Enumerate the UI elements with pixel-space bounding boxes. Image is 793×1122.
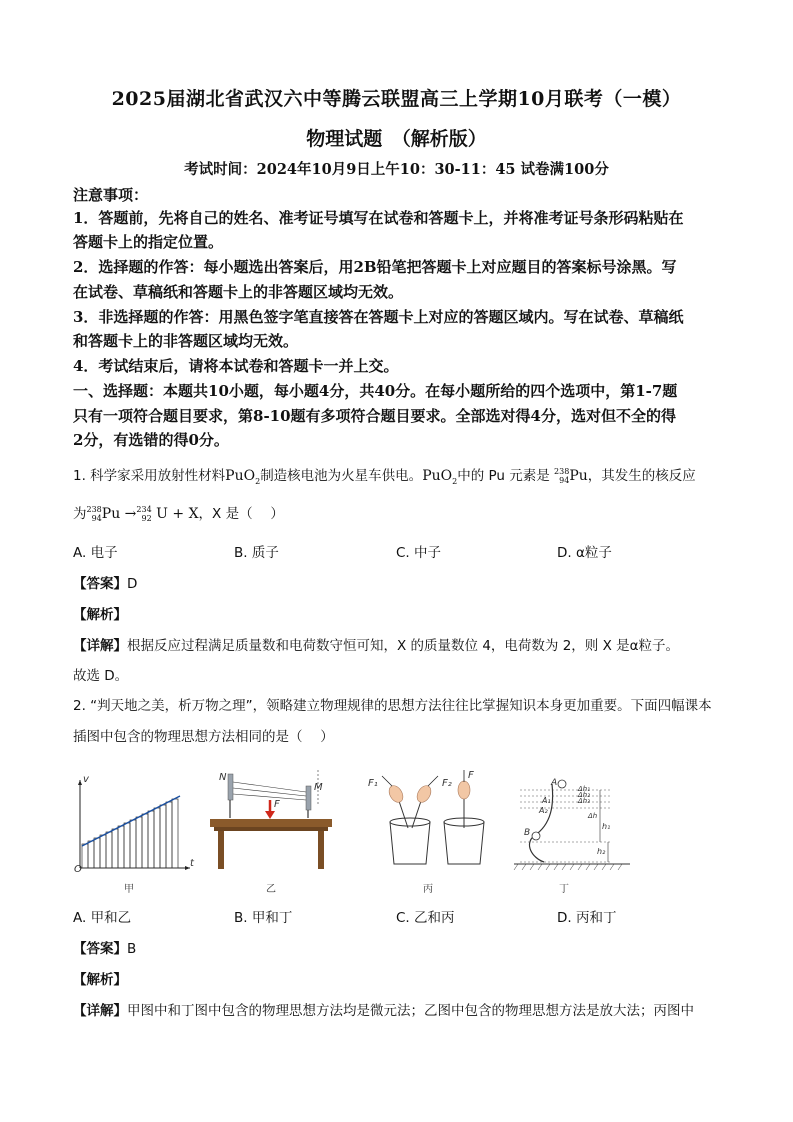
document-subtitle: 物理试题 （解析版）	[306, 128, 487, 150]
question-2-line1: 2. “判天地之美，析万物之理”，领略建立物理规律的思想方法往往比掌握知识本身更加重要。下面四幅课本	[73, 698, 712, 714]
exam-time: 考试时间：2024年10月9日上午10：30-11：45 试卷满100分	[184, 161, 609, 178]
q2-option-d: D. 丙和丁	[557, 910, 617, 926]
fig-ding-a2-label: A₂	[539, 806, 548, 815]
fig-ding-dh-label: Δh	[588, 812, 598, 820]
fig-bing-f-label: F	[468, 770, 474, 781]
fig-yi-caption: 乙	[266, 884, 276, 895]
fig-yi-m-label: M	[314, 782, 323, 793]
fig-bing-f2-label: F₂	[442, 778, 452, 789]
document-title: 2025届湖北省武汉六中等腾云联盟高三上学期10月联考（一模）	[111, 88, 682, 110]
fig-bing-f1-label: F₁	[368, 778, 378, 789]
fig-ding-h1-label: h₁	[602, 822, 611, 831]
q2-answer: 【答案】B	[73, 941, 137, 957]
q1-answer: 【答案】D	[73, 576, 138, 592]
q2-option-a: A. 甲和乙	[73, 910, 132, 926]
note-line: 2．选择题的作答：每小题选出答案后，用2B铅笔把答题卡上对应题目的答案标号涂黑。写	[73, 258, 677, 276]
fig-yi-f-label: F	[274, 799, 280, 810]
section-instructions: 只有一项符合题目要求，第8-10题有多项符合题目要求。全部选对得4分，选对但不全的得	[73, 407, 676, 425]
q1-conclusion: 故选 D。	[73, 668, 129, 684]
q2-analysis-label: 【解析】	[73, 972, 127, 988]
note-line: 和答题卡上的非答题区域均无效。	[73, 332, 299, 350]
note-line: 4．考试结束后，请将本试卷和答题卡一并上交。	[73, 357, 399, 375]
q1-analysis-label: 【解析】	[73, 607, 127, 623]
fig-ding-b-label: B	[524, 828, 531, 838]
fig-jia-origin-label: O	[74, 864, 82, 875]
figure-jia-vt-graph	[72, 776, 192, 876]
q2-detail: 【详解】甲图中和丁图中包含的物理思想方法均是微元法；乙图中包含的物理思想方法是放大法；丙图中	[73, 1003, 694, 1019]
question-1-reaction: 为238 94Pu →234 92 U + X，X 是（ ）	[73, 505, 284, 523]
notes-heading: 注意事项：	[73, 186, 149, 204]
q2-option-c: C. 乙和丙	[396, 910, 455, 926]
note-line: 答题卡上的指定位置。	[73, 233, 224, 251]
q1-detail: 【详解】根据反应过程满足质量数和电荷数守恒可知，X 的质量数位 4，电荷数为 2，则 X 是α粒子。	[73, 638, 680, 654]
fig-jia-caption: 甲	[124, 884, 134, 895]
note-line: 1．答题前，先将自己的姓名、准考证号填写在试卷和答题卡上，并将准考证号条形码粘贴在	[73, 209, 684, 227]
figure-bing-cups	[362, 768, 492, 872]
question-1-stem: 1. 科学家采用放射性材料PuO$_2$制造核电池为火星车供电。PuO$_2$中的 Pu 元素是 238 94Pu，其发生的核反应	[73, 467, 696, 486]
nuclide-pu: 238 94Pu	[554, 467, 588, 485]
fig-bing-caption: 丙	[423, 884, 433, 895]
fig-ding-caption: 丁	[559, 884, 569, 895]
fig-ding-h2-label: h₂	[597, 847, 606, 856]
q2-option-b: B. 甲和丁	[234, 910, 293, 926]
q1-option-c: C. 中子	[396, 545, 442, 561]
note-line: 在试卷、草稿纸和答题卡上的非答题区域均无效。	[73, 283, 404, 301]
fig-ding-dh1-label: Δh₁	[578, 785, 591, 793]
q1-option-d: D. α粒子	[557, 545, 612, 561]
fig-jia-t-axis-label: t	[190, 858, 194, 869]
section-instructions: 2分，有选错的得0分。	[73, 431, 229, 449]
fig-ding-a-label: A	[551, 778, 558, 788]
section-instructions: 一、选择题：本题共10小题，每小题4分，共40分。在每小题所给的四个选项中，第1-7题	[73, 382, 678, 400]
fig-ding-a1-label: A₁	[542, 796, 551, 805]
question-2-line2: 插图中包含的物理思想方法相同的是（ ）	[73, 729, 334, 745]
note-line: 3．非选择题的作答：用黑色签字笔直接答在答题卡上对应的答题区域内。写在试卷、草稿纸	[73, 308, 684, 326]
fig-yi-n-label: N	[219, 772, 227, 783]
q1-option-b: B. 质子	[234, 545, 279, 561]
q1-option-a: A. 电子	[73, 545, 118, 561]
fig-ding-dh3-label: Δh₃	[578, 797, 591, 805]
figure-ding-track	[512, 774, 632, 874]
fig-ding-dh2-label: Δh₂	[578, 791, 591, 799]
fig-jia-v-axis-label: v	[83, 774, 89, 785]
figure-yi-table-mirrors	[208, 764, 338, 872]
